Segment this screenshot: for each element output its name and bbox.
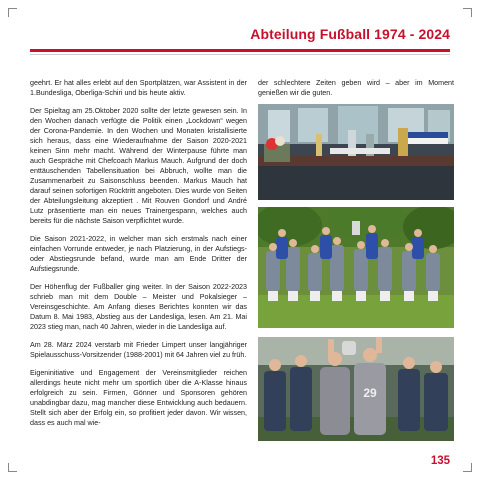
team-celebration-photo	[258, 207, 454, 328]
page-number: 135	[430, 455, 450, 467]
paragraph: Die Saison 2021-2022, in welcher man sich erstmals nach einer einfachen Vorrunde entweder, je nach Platzierung, in der Aufstiegs- oder Abstiegsrunde befand, wurde man am Ende Dritter der Aufstiegsrunde.	[30, 235, 247, 273]
page-title: Abteilung Fußball 1974 - 2024	[250, 26, 450, 42]
crop-mark-bottom-left	[8, 463, 17, 472]
paragraph: Am 28. März 2024 verstarb mit Frieder Limpert unser langjähriger Spielausschuss-Vorsitzender (1988-2001) mit 64 Jahren viel zu früh.	[30, 341, 247, 359]
players-with-trophy-photo	[258, 337, 454, 441]
crop-mark-top-left	[8, 8, 17, 17]
paragraph: geehrt. Er hat alles erlebt auf den Sportplätzen, war Assistent in der 1.Bundesliga, Oberliga-Schiri und bis heute aktiv.	[30, 79, 247, 97]
header-divider	[30, 54, 450, 55]
header-rule	[30, 49, 450, 52]
paragraph: Der Spieltag am 25.Oktober 2020 sollte der letzte gewesen sein. In den Wochen danach verfügte die Politik einen „Lockdown“ wegen der Corona-Pandemie. In den Wochen und Monaten kristallisierte sich heraus, dass eine Wiederaufnahme der Saison 2020-2021 keinen Sinn mehr macht. Während der Winterpause führte man auch Gespräche mit Chefcoach Markus Mauch. Aufgrund der doch enttäuschenden Tabellensituation bei Abbruch, wollte man die Zusammenarbeit zu Saisonschluss beenden. Markus Mauch hat darauf seinen sofortigen Rücktritt angeboten. Dies wurde von Seiten der Abteilungsleitung akzeptiert . Mit Rouven Gondorf und André Lutz präsentierte man ein neues Trainergespann, welches auch bereits für die nächste Saison verpflichtet wurde.	[30, 107, 247, 225]
right-text-column	[258, 78, 454, 98]
paragraph: der schlechtere Zeiten geben wird – aber im Moment genießen wir die guten.	[258, 79, 454, 97]
paragraph: Eigeninitiative und Engagement der Vereinsmitglieder reichen allerdings heute nicht mehr um sportlich über die A-Klasse hinaus erfolgreich zu sein. Firmen, Gönner und Sponsoren gehören unabdingbar dazu, mag mancher diese Entwicklung auch bedauern. Stellt sich aber der Erfolg ein, so profitiert jeder davon. Wir wissen, dass es auch mal wie-	[30, 369, 247, 427]
paragraph: Der Höhenflug der Fußballer ging weiter. In der Saison 2022-2023 schrieb man mit dem Double – Meister und Pokalsieger – Vereinsgeschichte. Am Anfang dieses Berichtes konnten wir das Datum 8. Mai 1983, Abstieg aus der Landesliga, lesen. Am 21. Mai 2023 stieg man, nach 40 Jahren, wieder in die Landesliga auf.	[30, 283, 247, 331]
svg-text:29: 29	[363, 386, 377, 400]
crop-mark-bottom-right	[463, 463, 472, 472]
trophies-on-table-photo	[258, 104, 454, 200]
left-text-column	[30, 78, 247, 436]
crop-mark-top-right	[463, 8, 472, 17]
